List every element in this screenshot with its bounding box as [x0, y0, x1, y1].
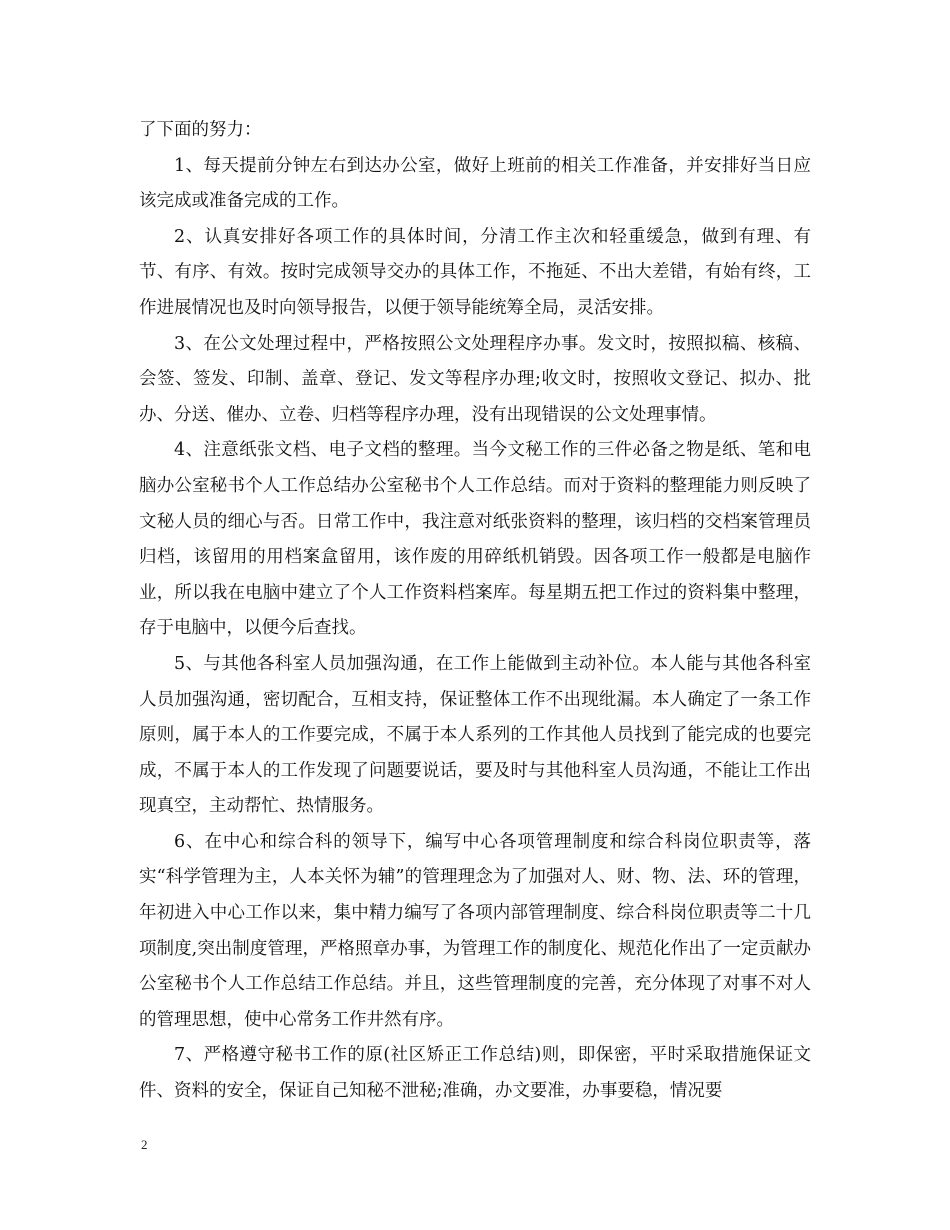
paragraph-item-7: 7、严格遵守秘书工作的原(社区矫正工作总结)则，即保密，平时采取措施保证文件、资料的安全，保证自己知秘不泄秘;准确，办文要准，办事要稳，情况要 — [139, 1045, 811, 1102]
paragraph-item-6: 6、在中心和综合科的领导下，编写中心各项管理制度和综合科岗位职责等，落实“科学管理为主，人本关怀为辅”的管理理念为了加强对人、财、物、法、环的管理，年初进入中心工作以来，集中精力编写了各项内部管理制度、综合科岗位职责等二十几项制度,突出制度管理，严格照章办事，为管理工作的制度化、规范化作出了一定贡献办公室秘书个人工作总结工作总结。并且，这些管理制度的完善，充分体现了对事不对人的管理思想，使中心常务工作井然有序。 — [139, 831, 811, 1030]
paragraph-continuation: 了下面的努力： — [139, 120, 262, 140]
body-text — [139, 113, 811, 1110]
paragraph-item-1: 1、每天提前分钟左右到达办公室，做好上班前的相关工作准备，并安排好当日应该完成或准备完成的工作。 — [139, 155, 811, 212]
page-number: 2 — [141, 1137, 148, 1152]
paragraph-item-3: 3、在公文处理过程中，严格按照公文处理程序办事。发文时，按照拟稿、核稿、会签、签发、印制、盖章、登记、发文等程序办理;收文时，按照收文登记、拟办、批办、分送、催办、立卷、归档等程序办理，没有出现错误的公文处理事情。 — [139, 333, 811, 425]
paragraph-item-4: 4、注意纸张文档、电子文档的整理。当今文秘工作的三件必备之物是纸、笔和电脑办公室秘书个人工作总结办公室秘书个人工作总结。而对于资料的整理能力则反映了文秘人员的细心与否。日常工作中，我注意对纸张资料的整理，该归档的交档案管理员归档，该留用的用档案盒留用，该作废的用碎纸机销毁。因各项工作一般都是电脑作业，所以我在电脑中建立了个人工作资料档案库。每星期五把工作过的资料集中整理，存于电脑中，以便今后查找。 — [139, 440, 811, 639]
paragraph-item-2: 2、认真安排好各项工作的具体时间，分清工作主次和轻重缓急，做到有理、有节、有序、有效。按时完成领导交办的具体工作，不拖延、不出大差错，有始有终，工作进展情况也及时向领导报告，以便于领导能统筹全局，灵活安排。 — [139, 226, 811, 318]
paragraph-item-5: 5、与其他各科室人员加强沟通，在工作上能做到主动补位。本人能与其他各科室人员加强沟通，密切配合，互相支持，保证整体工作不出现纰漏。本人确定了一条工作原则，属于本人的工作要完成，不属于本人系列的工作其他人员找到了能完成的也要完成，不属于本人的工作发现了问题要说话，要及时与其他科室人员沟通，不能让工作出现真空，主动帮忙、热情服务。 — [139, 653, 811, 817]
